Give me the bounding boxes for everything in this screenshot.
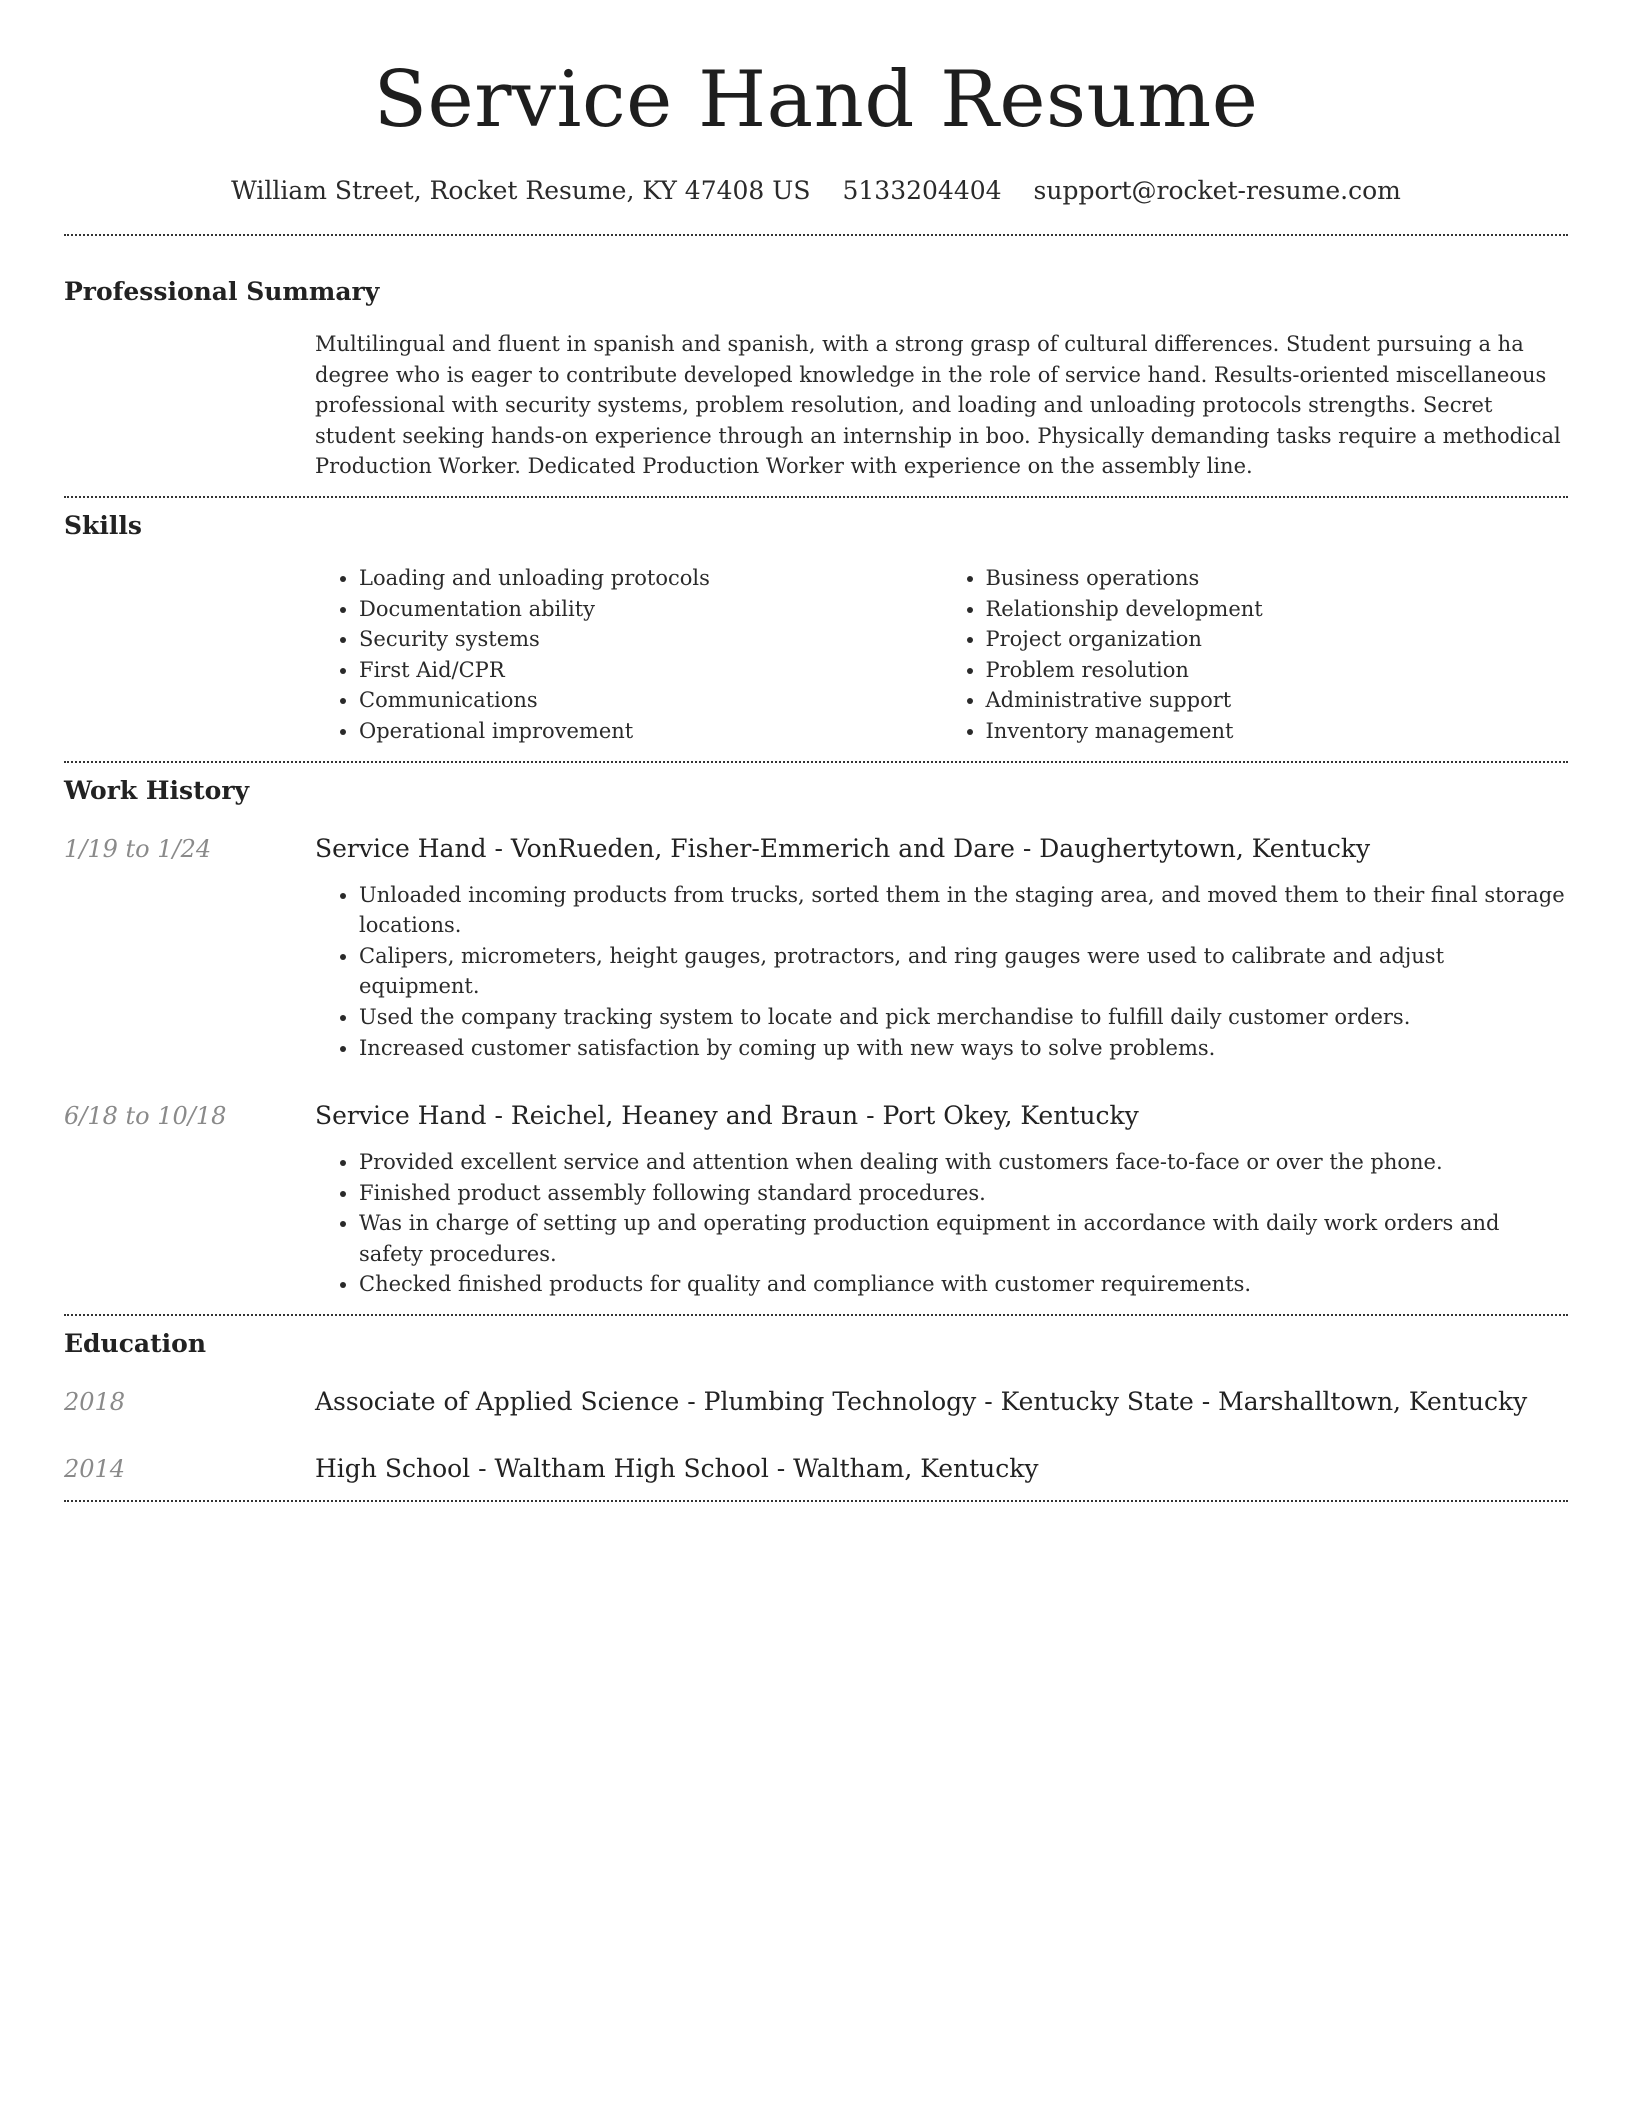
skills-heading: Skills bbox=[64, 510, 142, 540]
skill-item: • Business operations bbox=[986, 563, 1569, 594]
job-bullet: • Was in charge of setting up and operating production equipment in accordance with daily work orders and safety procedures. bbox=[359, 1208, 1568, 1269]
job-bullet: • Checked finished products for quality and compliance with customer requirements. bbox=[359, 1269, 1568, 1300]
divider bbox=[64, 1500, 1568, 1502]
education-text: High School - Waltham High School - Waltham, Kentucky bbox=[315, 1454, 1039, 1484]
job-bullets bbox=[315, 880, 1568, 1064]
education-year: 2018 bbox=[64, 1388, 126, 1417]
skill-item: • Problem resolution bbox=[986, 655, 1569, 686]
education-entry bbox=[64, 1452, 1568, 1500]
contact-line bbox=[64, 174, 1568, 208]
contact-email: support@rocket-resume.com bbox=[1033, 176, 1401, 205]
skill-item: • Relationship development bbox=[986, 594, 1569, 625]
skill-item: • Operational improvement bbox=[359, 716, 942, 747]
skill-item: • Inventory management bbox=[986, 716, 1569, 747]
job-dates: 1/19 to 1/24 bbox=[64, 834, 212, 863]
job-bullet: • Calipers, micrometers, height gauges, protractors, and ring gauges were used to calibrate and adjust equipment. bbox=[359, 941, 1568, 1002]
job-bullets bbox=[315, 1147, 1568, 1314]
contact-address: William Street, Rocket Resume, KY 47408 US bbox=[231, 176, 811, 205]
job-bullet: • Used the company tracking system to locate and pick merchandise to fulfill daily customer orders. bbox=[359, 1002, 1568, 1033]
work-section bbox=[64, 763, 1568, 1315]
skill-item: • First Aid/CPR bbox=[359, 655, 942, 686]
summary-text: Multilingual and fluent in spanish and spanish, with a strong grasp of cultural differences. Student pursuing a ha degree who is eager to contribute developed knowledge in the role of service hand. Results-oriented miscellaneous professional with security systems, problem resolution, and loading and unloading protocols strengths. Secret student seeking hands-on experience through an internship in boo. Physically demanding tasks require a methodical Production Worker. Dedicated Production Worker with experience on the assembly line. bbox=[315, 332, 1561, 479]
skill-item: • Communications bbox=[359, 685, 942, 716]
job-bullet: • Unloaded incoming products from trucks, sorted them in the staging area, and moved them to their final storage locations. bbox=[359, 880, 1568, 941]
education-year: 2014 bbox=[64, 1455, 126, 1484]
skills-column-left bbox=[315, 563, 942, 747]
skill-item: • Documentation ability bbox=[359, 594, 942, 625]
education-details bbox=[315, 1452, 1568, 1486]
job-details bbox=[315, 1099, 1568, 1314]
education-entry bbox=[64, 1385, 1568, 1419]
skills-section bbox=[64, 498, 1568, 761]
skill-item: • Loading and unloading protocols bbox=[359, 563, 942, 594]
job-title: Service Hand - VonRueden, Fisher-Emmerich and Dare - Daughertytown, Kentucky bbox=[315, 833, 1371, 863]
summary-heading: Professional Summary bbox=[64, 277, 380, 306]
work-heading: Work History bbox=[64, 775, 250, 805]
job-bullet: • Finished product assembly following standard procedures. bbox=[359, 1178, 1568, 1209]
job-entry bbox=[64, 832, 1568, 1064]
education-details bbox=[315, 1385, 1568, 1419]
job-bullet: • Provided excellent service and attention when dealing with customers face-to-face or over the phone. bbox=[359, 1147, 1568, 1178]
skill-item: • Security systems bbox=[359, 624, 942, 655]
job-details bbox=[315, 832, 1568, 1064]
skills-column-right bbox=[942, 563, 1569, 747]
skills-list bbox=[315, 563, 1568, 761]
education-text: Associate of Applied Science - Plumbing Technology - Kentucky State - Marshalltown, Kentucky bbox=[315, 1387, 1528, 1417]
job-dates: 6/18 to 10/18 bbox=[64, 1102, 227, 1131]
summary-section bbox=[64, 236, 1568, 496]
resume-title: Service Hand Resume bbox=[373, 55, 1259, 145]
education-section bbox=[64, 1316, 1568, 1500]
skill-item: • Administrative support bbox=[986, 685, 1569, 716]
skill-item: • Project organization bbox=[986, 624, 1569, 655]
job-entry bbox=[64, 1099, 1568, 1314]
job-title: Service Hand - Reichel, Heaney and Braun - Port Okey, Kentucky bbox=[315, 1101, 1139, 1131]
job-bullet: • Increased customer satisfaction by coming up with new ways to solve problems. bbox=[359, 1033, 1568, 1064]
education-heading: Education bbox=[64, 1329, 207, 1359]
contact-phone: 5133204404 bbox=[842, 176, 1002, 205]
